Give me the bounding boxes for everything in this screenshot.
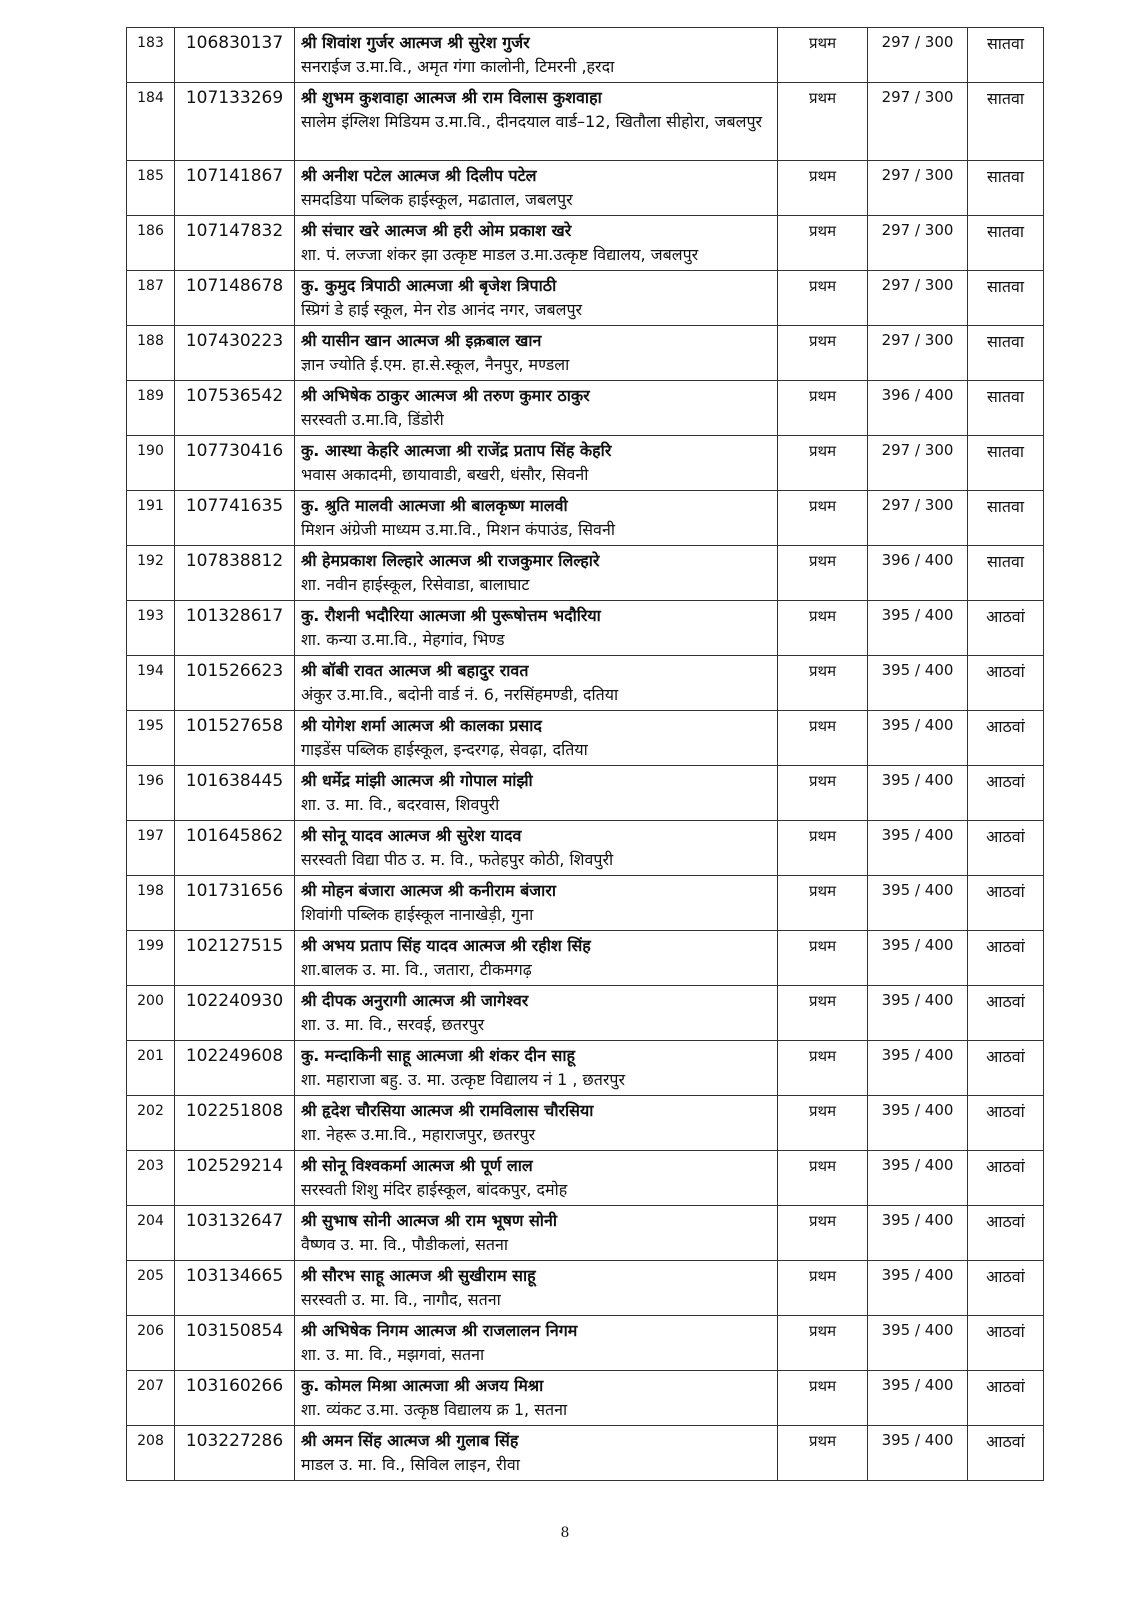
table-row xyxy=(127,436,1044,491)
division-cell: प्रथम xyxy=(778,1316,868,1371)
student-name: श्री अनीश पटेल आत्मज श्री दिलीप पटेल xyxy=(301,166,537,185)
rank-cell: सातवा xyxy=(968,271,1044,326)
division-cell: प्रथम xyxy=(778,436,868,491)
student-info-cell xyxy=(295,28,778,83)
table-row xyxy=(127,601,1044,656)
marks-cell: 395 / 400 xyxy=(868,986,968,1041)
rank-cell: सातवा xyxy=(968,436,1044,491)
rank-cell: सातवा xyxy=(968,491,1044,546)
roll-number-cell: 107536542 xyxy=(175,381,295,436)
school-name: अंकुर उ.मा.वि., बदोनी वार्ड नं. 6, नरसिंहमण्डी, दतिया xyxy=(301,685,619,704)
roll-number-cell: 101328617 xyxy=(175,601,295,656)
student-name: श्री अभय प्रताप सिंह यादव आत्मज श्री रहीश सिंह xyxy=(301,936,591,955)
marks-cell: 297 / 300 xyxy=(868,83,968,161)
school-name: शा. उ. मा. वि., मझगवां, सतना xyxy=(301,1345,485,1364)
division-cell: प्रथम xyxy=(778,381,868,436)
serial-number-cell: 204 xyxy=(127,1206,175,1261)
division-cell: प्रथम xyxy=(778,986,868,1041)
marks-cell: 395 / 400 xyxy=(868,931,968,986)
student-name: कु. आस्था केहरि आत्मजा श्री राजेंद्र प्रताप सिंह केहरि xyxy=(301,441,612,460)
serial-number-cell: 202 xyxy=(127,1096,175,1151)
roll-number-cell: 103150854 xyxy=(175,1316,295,1371)
roll-number-cell: 107430223 xyxy=(175,326,295,381)
student-name: कु. श्रुति मालवी आत्मजा श्री बालकृष्ण मालवी xyxy=(301,496,568,515)
division-cell: प्रथम xyxy=(778,1371,868,1426)
marks-cell: 395 / 400 xyxy=(868,821,968,876)
serial-number-cell: 201 xyxy=(127,1041,175,1096)
school-name: मिशन अंग्रेजी माध्यम उ.मा.वि., मिशन कंपाउंड, सिवनी xyxy=(301,520,615,539)
student-info-cell xyxy=(295,83,778,161)
student-name: श्री अभिषेक ठाकुर आत्मज श्री तरुण कुमार ठाकुर xyxy=(301,386,590,405)
school-name: समदडिया पब्लिक हाईस्कूल, मढाताल, जबलपुर xyxy=(301,190,573,209)
school-name: शा. पं. लज्जा शंकर झा उत्कृष्ट माडल उ.मा.उत्कृष्ट विद्यालय, जबलपुर xyxy=(301,245,699,264)
marks-cell: 395 / 400 xyxy=(868,1261,968,1316)
marks-cell: 395 / 400 xyxy=(868,1096,968,1151)
student-info-cell xyxy=(295,656,778,711)
merit-list-table xyxy=(126,27,1044,1481)
serial-number-cell: 203 xyxy=(127,1151,175,1206)
student-info-cell xyxy=(295,271,778,326)
division-cell: प्रथम xyxy=(778,83,868,161)
table-row xyxy=(127,1041,1044,1096)
division-cell: प्रथम xyxy=(778,216,868,271)
rank-cell: आठवां xyxy=(968,711,1044,766)
rank-cell: सातवा xyxy=(968,381,1044,436)
student-name: श्री सुभाष सोनी आत्मज श्री राम भूषण सोनी xyxy=(301,1211,557,1230)
rank-cell: आठवां xyxy=(968,766,1044,821)
student-info-cell xyxy=(295,1261,778,1316)
student-info-cell xyxy=(295,216,778,271)
marks-cell: 396 / 400 xyxy=(868,381,968,436)
marks-cell: 395 / 400 xyxy=(868,1206,968,1261)
roll-number-cell: 101638445 xyxy=(175,766,295,821)
student-info-cell xyxy=(295,1371,778,1426)
serial-number-cell: 188 xyxy=(127,326,175,381)
marks-cell: 395 / 400 xyxy=(868,1371,968,1426)
table-row xyxy=(127,876,1044,931)
student-name: श्री हेमप्रकाश लिल्हारे आत्मज श्री राजकुमार लिल्हारे xyxy=(301,551,600,570)
student-name: कु. कुमुद त्रिपाठी आत्मजा श्री बृजेश त्रिपाठी xyxy=(301,276,557,295)
serial-number-cell: 205 xyxy=(127,1261,175,1316)
serial-number-cell: 189 xyxy=(127,381,175,436)
rank-cell: आठवां xyxy=(968,876,1044,931)
division-cell: प्रथम xyxy=(778,766,868,821)
roll-number-cell: 101731656 xyxy=(175,876,295,931)
rank-cell: आठवां xyxy=(968,931,1044,986)
marks-cell: 395 / 400 xyxy=(868,601,968,656)
rank-cell: आठवां xyxy=(968,1096,1044,1151)
school-name: माडल उ. मा. वि., सिविल लाइन, रीवा xyxy=(301,1455,520,1474)
roll-number-cell: 103160266 xyxy=(175,1371,295,1426)
serial-number-cell: 208 xyxy=(127,1426,175,1481)
rank-cell: सातवा xyxy=(968,216,1044,271)
school-name: वैष्णव उ. मा. वि., पौडीकलां, सतना xyxy=(301,1235,509,1254)
student-name: कु. कोमल मिश्रा आत्मजा श्री अजय मिश्रा xyxy=(301,1376,544,1395)
table-row xyxy=(127,1371,1044,1426)
serial-number-cell: 187 xyxy=(127,271,175,326)
marks-cell: 297 / 300 xyxy=(868,161,968,216)
serial-number-cell: 194 xyxy=(127,656,175,711)
rank-cell: आठवां xyxy=(968,1371,1044,1426)
roll-number-cell: 107147832 xyxy=(175,216,295,271)
table-row xyxy=(127,1316,1044,1371)
table-row xyxy=(127,931,1044,986)
student-info-cell xyxy=(295,601,778,656)
table-row xyxy=(127,1151,1044,1206)
student-name: कु. मन्दाकिनी साहू आत्मजा श्री शंकर दीन साहू xyxy=(301,1046,576,1065)
rank-cell: आठवां xyxy=(968,1206,1044,1261)
rank-cell: आठवां xyxy=(968,986,1044,1041)
student-name: श्री धर्मेद्र मांझी आत्मज श्री गोपाल मांझी xyxy=(301,771,533,790)
roll-number-cell: 107141867 xyxy=(175,161,295,216)
table-row xyxy=(127,491,1044,546)
division-cell: प्रथम xyxy=(778,1041,868,1096)
table-row xyxy=(127,28,1044,83)
serial-number-cell: 206 xyxy=(127,1316,175,1371)
division-cell: प्रथम xyxy=(778,1426,868,1481)
table-row xyxy=(127,656,1044,711)
roll-number-cell: 101527658 xyxy=(175,711,295,766)
marks-cell: 297 / 300 xyxy=(868,326,968,381)
marks-cell: 297 / 300 xyxy=(868,491,968,546)
table-body xyxy=(127,28,1044,1481)
student-name: श्री सोनू विश्वकर्मा आत्मज श्री पूर्ण लाल xyxy=(301,1156,533,1175)
rank-cell: आठवां xyxy=(968,1316,1044,1371)
student-info-cell xyxy=(295,766,778,821)
table-row xyxy=(127,821,1044,876)
division-cell: प्रथम xyxy=(778,1261,868,1316)
division-cell: प्रथम xyxy=(778,876,868,931)
table-row xyxy=(127,1261,1044,1316)
table-row xyxy=(127,326,1044,381)
roll-number-cell: 107133269 xyxy=(175,83,295,161)
rank-cell: आठवां xyxy=(968,1151,1044,1206)
rank-cell: आठवां xyxy=(968,1261,1044,1316)
roll-number-cell: 101526623 xyxy=(175,656,295,711)
division-cell: प्रथम xyxy=(778,326,868,381)
marks-cell: 297 / 300 xyxy=(868,436,968,491)
student-info-cell xyxy=(295,491,778,546)
marks-cell: 395 / 400 xyxy=(868,1041,968,1096)
serial-number-cell: 185 xyxy=(127,161,175,216)
page-number: 8 xyxy=(560,1525,570,1541)
rank-cell: सातवा xyxy=(968,546,1044,601)
serial-number-cell: 192 xyxy=(127,546,175,601)
division-cell: प्रथम xyxy=(778,546,868,601)
serial-number-cell: 197 xyxy=(127,821,175,876)
division-cell: प्रथम xyxy=(778,1151,868,1206)
table-row xyxy=(127,216,1044,271)
division-cell: प्रथम xyxy=(778,601,868,656)
division-cell: प्रथम xyxy=(778,1096,868,1151)
student-info-cell xyxy=(295,876,778,931)
school-name: शा. उ. मा. वि., बदरवास, शिवपुरी xyxy=(301,795,500,814)
roll-number-cell: 102529214 xyxy=(175,1151,295,1206)
division-cell: प्रथम xyxy=(778,1206,868,1261)
school-name: शा. व्यंकट उ.मा. उत्कृष्ठ विद्यालय क्र 1, सतना xyxy=(301,1400,568,1419)
student-name: श्री हृदेश चौरसिया आत्मज श्री रामविलास चौरसिया xyxy=(301,1101,594,1120)
division-cell: प्रथम xyxy=(778,931,868,986)
marks-cell: 395 / 400 xyxy=(868,1426,968,1481)
student-info-cell xyxy=(295,161,778,216)
roll-number-cell: 102251808 xyxy=(175,1096,295,1151)
marks-cell: 395 / 400 xyxy=(868,711,968,766)
serial-number-cell: 186 xyxy=(127,216,175,271)
division-cell: प्रथम xyxy=(778,711,868,766)
table-row xyxy=(127,1096,1044,1151)
serial-number-cell: 191 xyxy=(127,491,175,546)
roll-number-cell: 101645862 xyxy=(175,821,295,876)
school-name: स्प्रिगं डे हाई स्कूल, मेन रोड आनंद नगर, जबलपुर xyxy=(301,300,583,319)
student-info-cell xyxy=(295,821,778,876)
serial-number-cell: 193 xyxy=(127,601,175,656)
marks-cell: 297 / 300 xyxy=(868,28,968,83)
marks-cell: 395 / 400 xyxy=(868,1316,968,1371)
serial-number-cell: 200 xyxy=(127,986,175,1041)
table-row xyxy=(127,766,1044,821)
student-name: श्री बॉबी रावत आत्मज श्री बहादुर रावत xyxy=(301,661,529,680)
student-name: श्री अभिषेक निगम आत्मज श्री राजलालन निगम xyxy=(301,1321,578,1340)
roll-number-cell: 107148678 xyxy=(175,271,295,326)
roll-number-cell: 102249608 xyxy=(175,1041,295,1096)
serial-number-cell: 207 xyxy=(127,1371,175,1426)
student-name: श्री संचार खरे आत्मज श्री हरी ओम प्रकाश खरे xyxy=(301,221,572,240)
serial-number-cell: 199 xyxy=(127,931,175,986)
school-name: सरस्वती उ. मा. वि., नागौद, सतना xyxy=(301,1290,501,1309)
student-info-cell xyxy=(295,1041,778,1096)
table-row xyxy=(127,161,1044,216)
student-info-cell xyxy=(295,1426,778,1481)
student-info-cell xyxy=(295,986,778,1041)
student-name: श्री शिवांश गुर्जर आत्मज श्री सुरेश गुर्जर xyxy=(301,33,530,52)
marks-cell: 395 / 400 xyxy=(868,876,968,931)
marks-cell: 395 / 400 xyxy=(868,1151,968,1206)
student-name: श्री मोहन बंजारा आत्मज श्री कनीराम बंजारा xyxy=(301,881,556,900)
school-name: शिवांगी पब्लिक हाईस्कूल नानाखेड़ी, गुना xyxy=(301,905,534,924)
rank-cell: आठवां xyxy=(968,601,1044,656)
student-name: श्री सौरभ साहू आत्मज श्री सुखीराम साहू xyxy=(301,1266,536,1285)
student-info-cell xyxy=(295,546,778,601)
school-name: सरस्वती विद्या पीठ उ. म. वि., फतेहपुर कोठी, शिवपुरी xyxy=(301,850,614,869)
division-cell: प्रथम xyxy=(778,28,868,83)
school-name: सरस्वती शिशु मंदिर हाईस्कूल, बांदकपुर, दमोह xyxy=(301,1180,568,1199)
student-info-cell xyxy=(295,1316,778,1371)
rank-cell: सातवा xyxy=(968,28,1044,83)
roll-number-cell: 102127515 xyxy=(175,931,295,986)
table-row xyxy=(127,986,1044,1041)
division-cell: प्रथम xyxy=(778,491,868,546)
roll-number-cell: 106830137 xyxy=(175,28,295,83)
roll-number-cell: 102240930 xyxy=(175,986,295,1041)
school-name: सालेम इंग्लिश मिडियम उ.मा.वि., दीनदयाल वार्ड–12, खितौला सीहोरा, जबलपुर xyxy=(301,112,763,131)
roll-number-cell: 107741635 xyxy=(175,491,295,546)
table-row xyxy=(127,1426,1044,1481)
school-name: शा. कन्या उ.मा.वि., मेहगांव, भिण्ड xyxy=(301,630,505,649)
marks-cell: 395 / 400 xyxy=(868,656,968,711)
table-row xyxy=(127,546,1044,601)
student-info-cell xyxy=(295,711,778,766)
school-name: शा. महाराजा बहु. उ. मा. उत्कृष्ट विद्यालय नं 1 , छतरपुर xyxy=(301,1070,626,1089)
student-info-cell xyxy=(295,1096,778,1151)
serial-number-cell: 196 xyxy=(127,766,175,821)
division-cell: प्रथम xyxy=(778,271,868,326)
roll-number-cell: 107838812 xyxy=(175,546,295,601)
school-name: सरस्वती उ.मा.वि, डिंडोरी xyxy=(301,410,444,429)
rank-cell: आठवां xyxy=(968,656,1044,711)
rank-cell: सातवा xyxy=(968,326,1044,381)
division-cell: प्रथम xyxy=(778,821,868,876)
division-cell: प्रथम xyxy=(778,656,868,711)
division-cell: प्रथम xyxy=(778,161,868,216)
marks-cell: 396 / 400 xyxy=(868,546,968,601)
rank-cell: आठवां xyxy=(968,1426,1044,1481)
school-name: ज्ञान ज्योति ई.एम. हा.से.स्कूल, नैनपुर, मण्डला xyxy=(301,355,570,374)
student-name: श्री सोनू यादव आत्मज श्री सुरेश यादव xyxy=(301,826,522,845)
school-name: भवास अकादमी, छायावाडी, बखरी, धंसौर, सिवनी xyxy=(301,465,589,484)
table-row xyxy=(127,711,1044,766)
roll-number-cell: 103134665 xyxy=(175,1261,295,1316)
student-info-cell xyxy=(295,436,778,491)
marks-cell: 297 / 300 xyxy=(868,271,968,326)
school-name: शा.बालक उ. मा. वि., जतारा, टीकमगढ़ xyxy=(301,960,532,979)
table-row xyxy=(127,1206,1044,1261)
school-name: गाइडेंस पब्लिक हाईस्कूल, इन्दरगढ़, सेवढ़ा, दतिया xyxy=(301,740,588,759)
student-name: कु. रौशनी भदौरिया आत्मजा श्री पुरूषोत्तम भदौरिया xyxy=(301,606,601,625)
student-name: श्री शुभम कुशवाहा आत्मज श्री राम विलास कुशवाहा xyxy=(301,88,602,107)
rank-cell: सातवा xyxy=(968,83,1044,161)
rank-cell: आठवां xyxy=(968,821,1044,876)
student-name: श्री दीपक अनुरागी आत्मज श्री जागेश्वर xyxy=(301,991,529,1010)
school-name: शा. उ. मा. वि., सरवई, छतरपुर xyxy=(301,1015,485,1034)
roll-number-cell: 103227286 xyxy=(175,1426,295,1481)
student-info-cell xyxy=(295,1151,778,1206)
serial-number-cell: 195 xyxy=(127,711,175,766)
student-name: श्री योगेश शर्मा आत्मज श्री कालका प्रसाद xyxy=(301,716,542,735)
student-info-cell xyxy=(295,381,778,436)
table-row xyxy=(127,381,1044,436)
serial-number-cell: 198 xyxy=(127,876,175,931)
school-name: शा. नेहरू उ.मा.वि., महाराजपुर, छतरपुर xyxy=(301,1125,536,1144)
rank-cell: सातवा xyxy=(968,161,1044,216)
student-info-cell xyxy=(295,326,778,381)
marks-cell: 297 / 300 xyxy=(868,216,968,271)
serial-number-cell: 183 xyxy=(127,28,175,83)
school-name: सनराईज उ.मा.वि., अमृत गंगा कालोनी, टिमरनी ,हरदा xyxy=(301,57,615,76)
marks-cell: 395 / 400 xyxy=(868,766,968,821)
serial-number-cell: 190 xyxy=(127,436,175,491)
table-row xyxy=(127,271,1044,326)
student-info-cell xyxy=(295,931,778,986)
roll-number-cell: 103132647 xyxy=(175,1206,295,1261)
student-name: श्री यासीन खान आत्मज श्री इक़बाल खान xyxy=(301,331,542,350)
table-row xyxy=(127,83,1044,161)
school-name: शा. नवीन हाईस्कूल, रिसेवाडा, बालाघाट xyxy=(301,575,530,594)
roll-number-cell: 107730416 xyxy=(175,436,295,491)
rank-cell: आठवां xyxy=(968,1041,1044,1096)
student-name: श्री अमन सिंह आत्मज श्री गुलाब सिंह xyxy=(301,1431,519,1450)
serial-number-cell: 184 xyxy=(127,83,175,161)
student-info-cell xyxy=(295,1206,778,1261)
